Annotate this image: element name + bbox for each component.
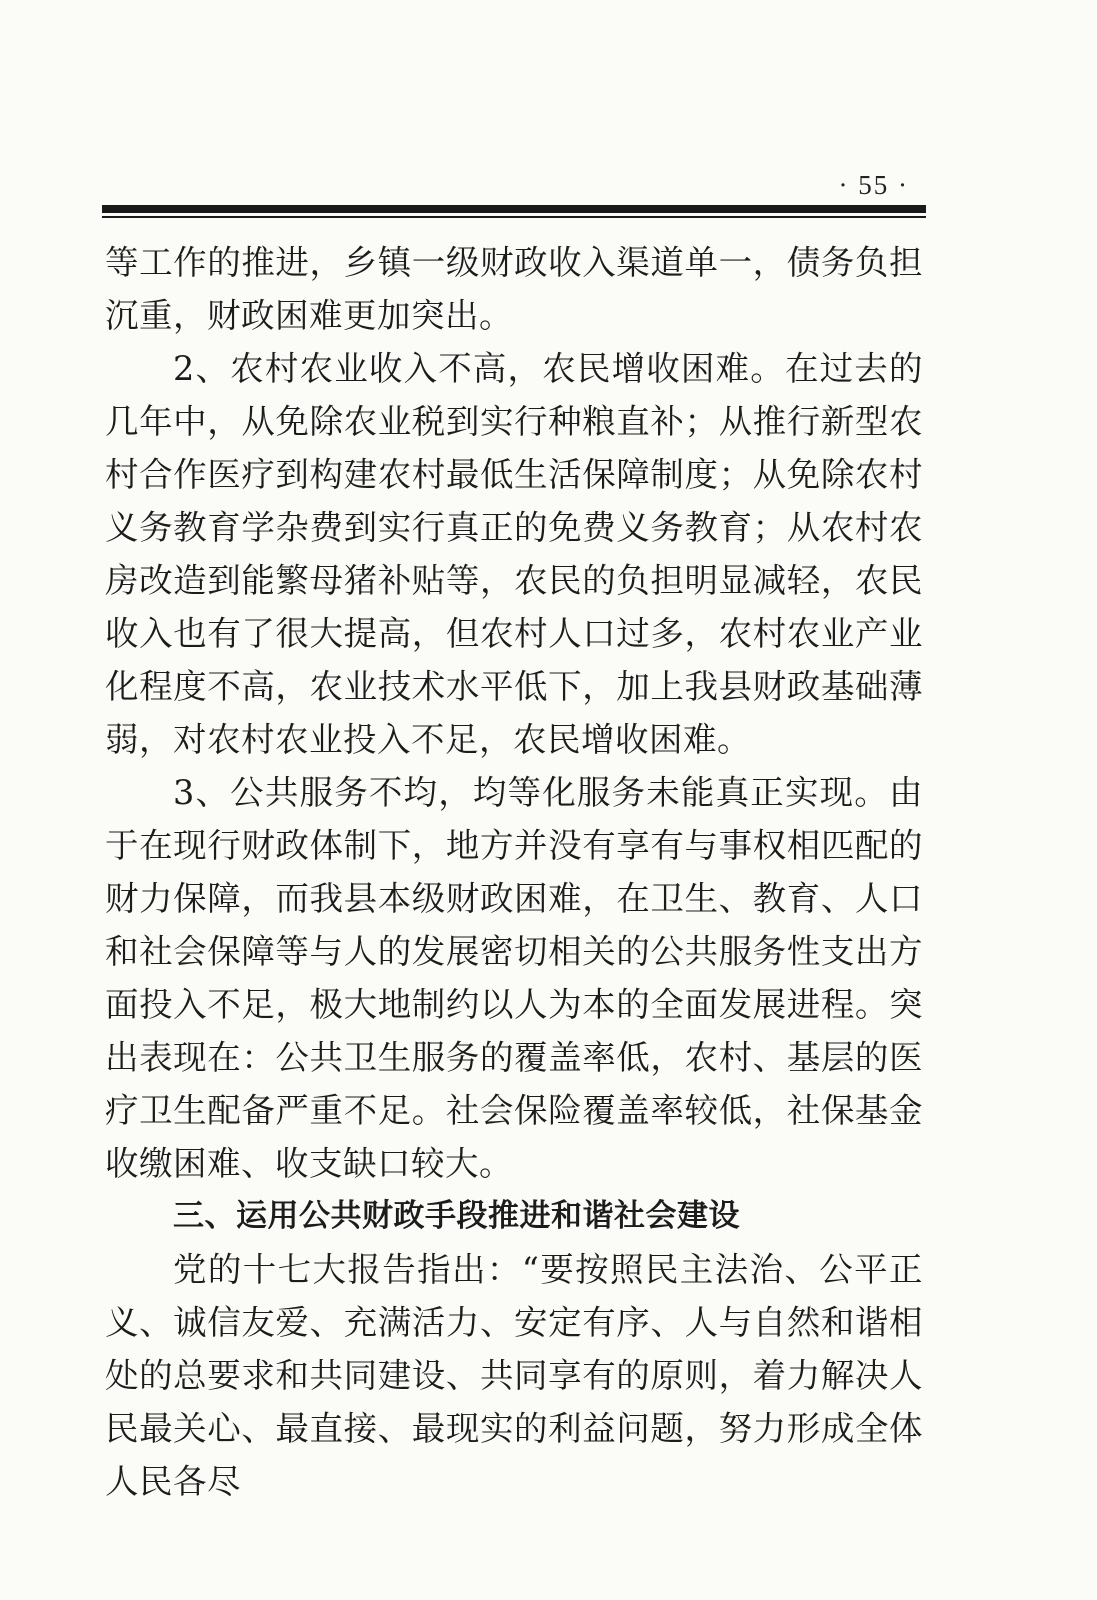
- paragraph-public-services: 3、公共服务不均，均等化服务未能真正实现。由于在现行财政体制下，地方并没有享有与事权相匹配的财力保障，而我县本级财政困难，在卫生、教育、人口和社会保障等与人的发展密切相关的公共服务性支出方面投入不足，极大地制约以人为本的全面发展进程。突出表现在：公共卫生服务的覆盖率低，农村、基层的医疗卫生配备严重不足。社会保险覆盖率较低，社保基金收缴困难、收支缺口较大。: [105, 773, 923, 1183]
- paragraph-congress-report: 党的十七大报告指出：“要按照民主法治、公平正义、诚信友爱、充满活力、安定有序、人与自然和谐相处的总要求和共同建设、共同享有的原则，着力解决人民最关心、最直接、最现实的利益问题，努力形成全体人民各尽: [105, 1250, 923, 1501]
- page-number: · 55 ·: [838, 170, 909, 200]
- body-text: [105, 236, 923, 1508]
- paragraph-continuation: 等工作的推进，乡镇一级财政收入渠道单一，债务负担沉重，财政困难更加突出。: [105, 243, 923, 335]
- paragraph-rural-income: 2、农村农业收入不高，农民增收困难。在过去的几年中，从免除农业税到实行种粮直补；从推行新型农村合作医疗到构建农村最低生活保障制度；从免除农村义务教育学杂费到实行真正的免费义务教育；从农村农房改造到能繁母猪补贴等，农民的负担明显减轻，农民收入也有了很大提高，但农村人口过多，农村农业产业化程度不高，农业技术水平低下，加上我县财政基础薄弱，对农村农业投入不足，农民增收困难。: [105, 349, 923, 759]
- header-rule-thin: [102, 216, 926, 218]
- section-heading: 三、运用公共财政手段推进和谐社会建设: [173, 1198, 740, 1234]
- header-rule-thick: [102, 205, 926, 213]
